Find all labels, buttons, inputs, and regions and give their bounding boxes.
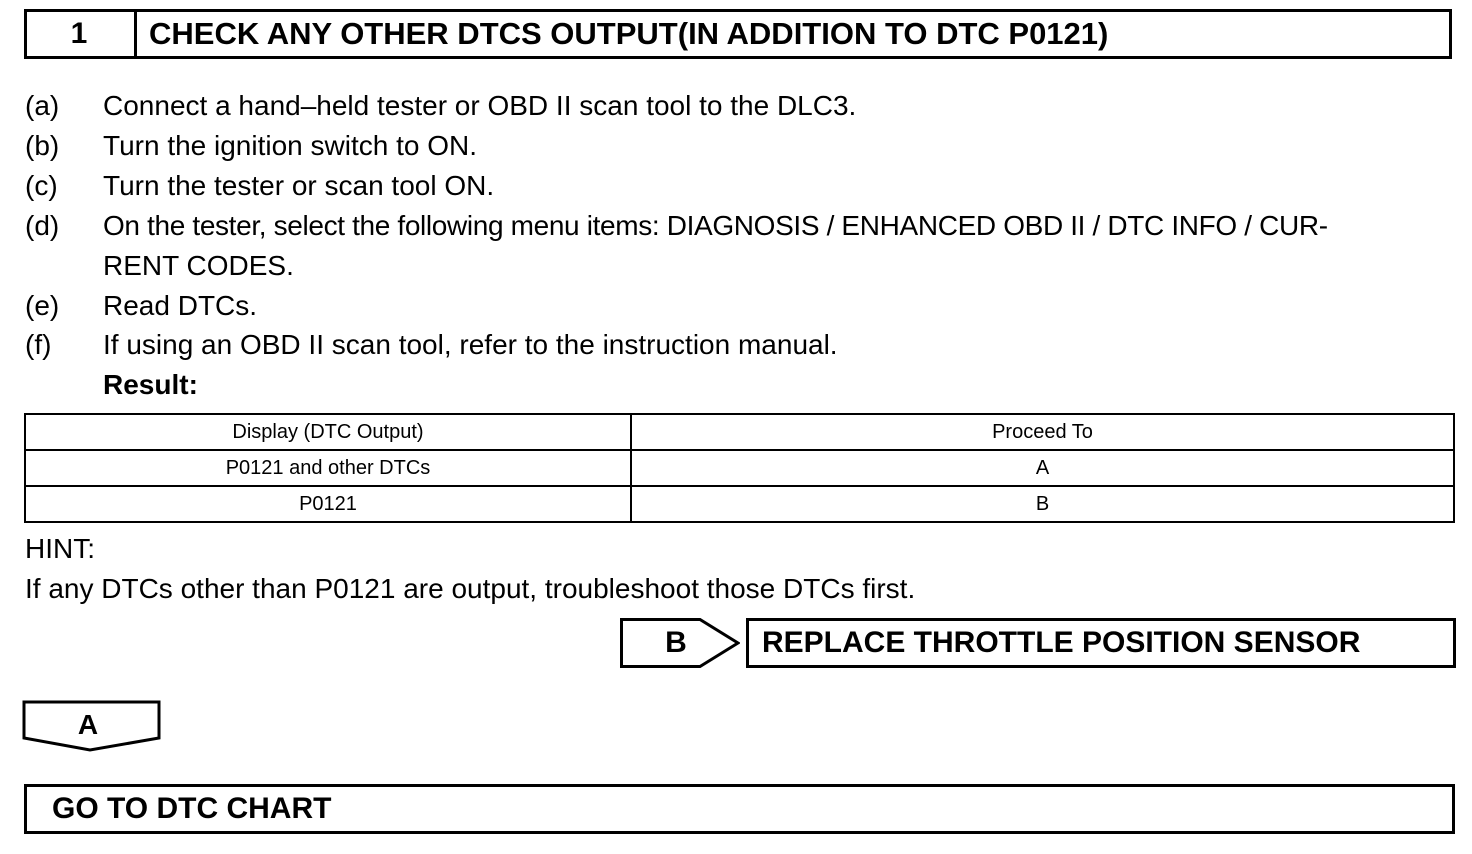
procedure-label-e: (e) xyxy=(25,290,60,321)
table-cell: A xyxy=(631,450,1454,486)
procedure-text-d-cont: RENT CODES. xyxy=(103,250,294,281)
table-row xyxy=(25,486,1454,522)
branch-a-label: A xyxy=(77,709,99,740)
procedure-text-d: On the tester, select the following menu items: DIAGNOSIS / ENHANCED OBD II / DTC INFO / CUR- xyxy=(103,210,1328,241)
table-cell: P0121 xyxy=(25,486,631,522)
procedure-label-b: (b) xyxy=(25,130,60,161)
procedure-text-b: Turn the ignition switch to ON. xyxy=(103,130,478,161)
hint-label: HINT: xyxy=(25,533,95,564)
result-label: Result: xyxy=(103,369,198,400)
procedure-label-a: (a) xyxy=(25,90,60,121)
table-cell: P0121 and other DTCs xyxy=(25,450,631,486)
procedure-text-c: Turn the tester or scan tool ON. xyxy=(103,170,495,201)
procedure-label-f: (f) xyxy=(25,329,52,360)
procedure-text-a: Connect a hand–held tester or OBD II scan tool to the DLC3. xyxy=(103,90,857,121)
step-number: 1 xyxy=(24,9,137,59)
table-cell: B xyxy=(631,486,1454,522)
table-row xyxy=(25,450,1454,486)
step-title: CHECK ANY OTHER DTCS OUTPUT(IN ADDITION TO DTC P0121) xyxy=(149,16,1109,51)
branch-b-action-text: REPLACE THROTTLE POSITION SENSOR xyxy=(762,626,1361,659)
hint-text: If any DTCs other than P0121 are output, troubleshoot those DTCs first. xyxy=(25,573,916,604)
procedure-text-f: If using an OBD II scan tool, refer to the instruction manual. xyxy=(103,329,838,360)
table-header-cell: Proceed To xyxy=(631,414,1454,450)
table-header-row xyxy=(25,414,1454,450)
procedure-label-c: (c) xyxy=(25,170,58,201)
result-table xyxy=(24,413,1455,523)
procedure-text-e: Read DTCs. xyxy=(103,290,258,321)
procedure-label-d: (d) xyxy=(25,210,60,241)
branch-b-label: B xyxy=(665,626,687,659)
table-header-cell: Display (DTC Output) xyxy=(25,414,631,450)
branch-a-action-text: GO TO DTC CHART xyxy=(52,792,332,825)
